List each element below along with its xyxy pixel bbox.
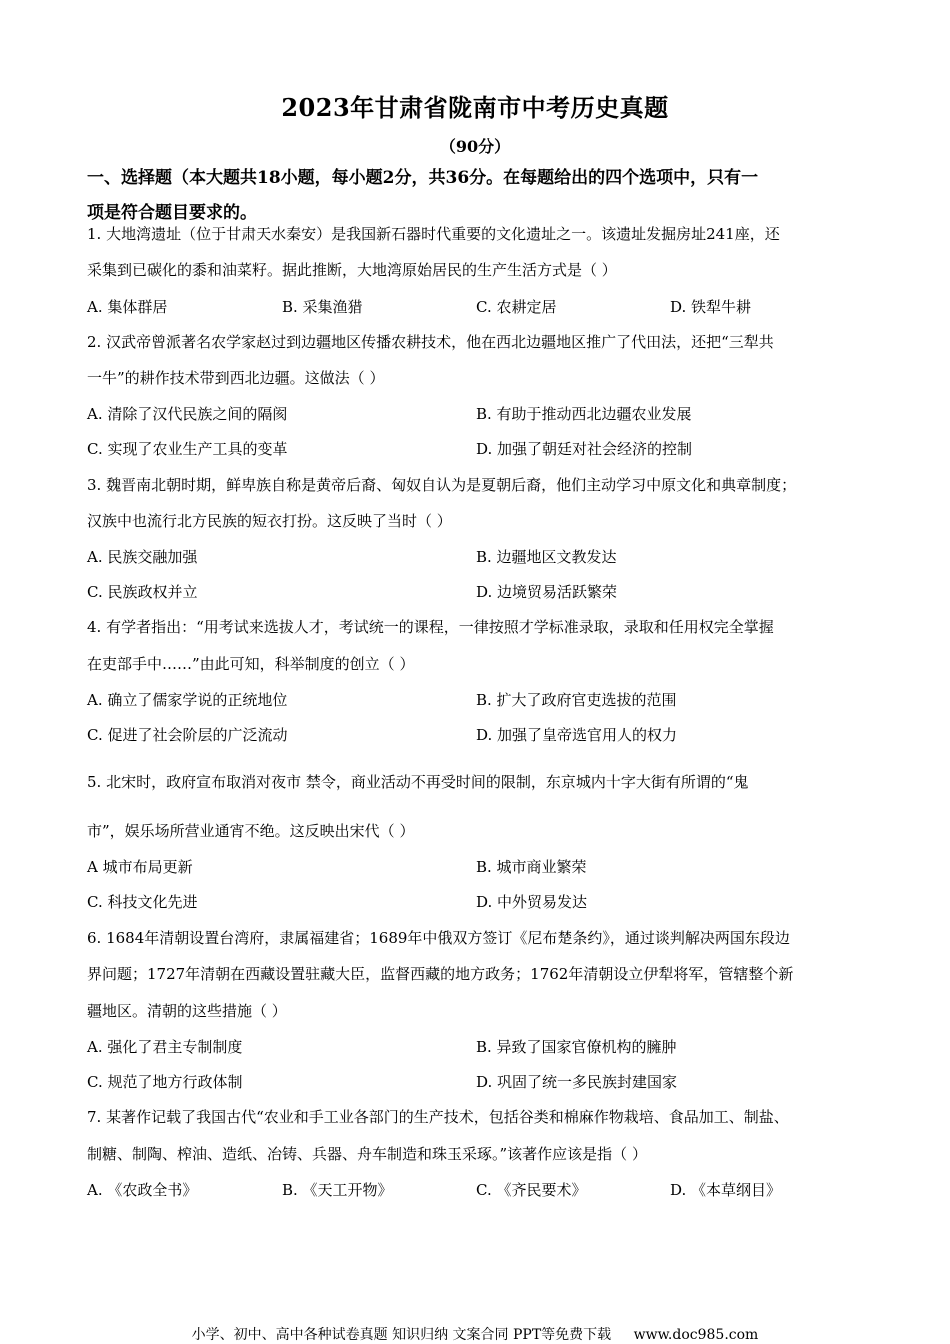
total-score: （90分） [439, 137, 511, 156]
section-heading-line-2: 项是符合题目要求的。 [87, 203, 257, 223]
question-1-text: 采集到已碳化的黍和油菜籽。据此推断，大地湾原始居民的生产生活方式是（ ） [87, 261, 617, 279]
question-7-text: 制糖、制陶、榨油、造纸、冶铸、兵器、舟车制造和珠玉采琢。”该著作应该是指（ ） [87, 1145, 647, 1163]
question-5-option-b: B. 城市商业繁荣 [476, 858, 587, 876]
question-1-option-b: B. 采集渔猎 [282, 298, 363, 316]
question-3-text: 汉族中也流行北方民族的短衣打扮。这反映了当时（ ） [87, 512, 452, 530]
question-2-option-d: D. 加强了朝廷对社会经济的控制 [476, 440, 693, 458]
question-6-option-a: A. 强化了君主专制制度 [87, 1038, 243, 1056]
section-heading-line-1: 一、选择题（本大题共18小题，每小题2分，共36分。在每题给出的四个选项中，只有一 [87, 168, 759, 188]
question-2-option-c: C. 实现了农业生产工具的变革 [87, 440, 288, 458]
question-4-option-d: D. 加强了皇帝选官用人的权力 [476, 726, 678, 744]
page-footer [0, 1324, 950, 1344]
question-2-text: 一牛”的耕作技术带到西北边疆。这做法（ ） [87, 369, 385, 387]
question-6-text: 疆地区。清朝的这些措施（ ） [87, 1002, 287, 1020]
question-6-option-b: B. 异致了国家官僚机构的臃肿 [476, 1038, 677, 1056]
question-2-option-a: A. 清除了汉代民族之间的隔阂 [87, 405, 288, 423]
question-5-text: 5. 北宋时，政府宣布取消对夜市 禁令，商业活动不再受时间的限制，东京城内十字大街有所谓的“鬼 [87, 773, 749, 791]
question-2-option-b: B. 有助于推动西北边疆农业发展 [476, 405, 692, 423]
question-7-option-a: A. 《农政全书》 [87, 1181, 198, 1199]
question-3-option-c: C. 民族政权并立 [87, 583, 198, 601]
question-1-text: 1. 大地湾遗址（位于甘肃天水秦安）是我国新石器时代重要的文化遗址之一。该遗址发掘房址241座，还 [87, 225, 780, 243]
question-6-option-c: C. 规范了地方行政体制 [87, 1073, 243, 1091]
question-5-option-a: A 城市布局更新 [87, 858, 193, 876]
question-7-text: 7. 某著作记载了我国古代“农业和手工业各部门的生产技术，包括谷类和棉麻作物栽培、食品加工、制盐、 [87, 1108, 789, 1126]
question-7-option-d: D. 《本草纲目》 [670, 1181, 782, 1199]
question-3-option-d: D. 边境贸易活跃繁荣 [476, 583, 618, 601]
question-3-text: 3. 魏晋南北朝时期，鲜卑族自称是黄帝后裔、匈奴自认为是夏朝后裔，他们主动学习中原文化和典章制度； [87, 476, 797, 494]
question-4-option-c: C. 促进了社会阶层的广泛流动 [87, 726, 288, 744]
page-title: 2023年甘肃省陇南市中考历史真题 [281, 93, 669, 122]
question-6-text: 界问题；1727年清朝在西藏设置驻藏大臣，监督西藏的地方政务；1762年清朝设立伊犁将军，管辖整个新 [87, 965, 794, 983]
footer-site-link[interactable]: www.doc985.com [633, 1327, 759, 1343]
question-5-text: 市”，娱乐场所营业通宵不绝。这反映出宋代（ ） [87, 822, 415, 840]
question-7-option-b: B. 《天工开物》 [282, 1181, 393, 1199]
question-5-option-c: C. 科技文化先进 [87, 893, 198, 911]
question-3-option-a: A. 民族交融加强 [87, 548, 198, 566]
question-4-option-b: B. 扩大了政府官吏选拔的范围 [476, 691, 677, 709]
question-3-option-b: B. 边疆地区文教发达 [476, 548, 617, 566]
footer-text: 小学、初中、高中各种试卷真题 知识归纳 文案合同 PPT等免费下载 [191, 1327, 612, 1343]
question-6-text: 6. 1684年清朝设置台湾府，隶属福建省；1689年中俄双方签订《尼布楚条约》，通过谈判解决两国东段边 [87, 929, 790, 947]
question-7-option-c: C. 《齐民要术》 [476, 1181, 587, 1199]
question-5-option-d: D. 中外贸易发达 [476, 893, 588, 911]
question-1-option-a: A. 集体群居 [87, 298, 168, 316]
question-2-text: 2. 汉武帝曾派著名农学家赵过到边疆地区传播农耕技术，他在西北边疆地区推广了代田法，还把“三犁共 [87, 333, 774, 351]
question-1-option-c: C. 农耕定居 [476, 298, 557, 316]
question-4-option-a: A. 确立了儒家学说的正统地位 [87, 691, 288, 709]
question-4-text: 在吏部手中……”由此可知，科举制度的创立（ ） [87, 655, 415, 673]
question-6-option-d: D. 巩固了统一多民族封建国家 [476, 1073, 678, 1091]
question-4-text: 4. 有学者指出：“用考试来选拔人才，考试统一的课程，一律按照才学标准录取，录取和任用权完全掌握 [87, 618, 774, 636]
section-heading [87, 161, 867, 231]
question-1-option-d: D. 铁犁牛耕 [670, 298, 752, 316]
